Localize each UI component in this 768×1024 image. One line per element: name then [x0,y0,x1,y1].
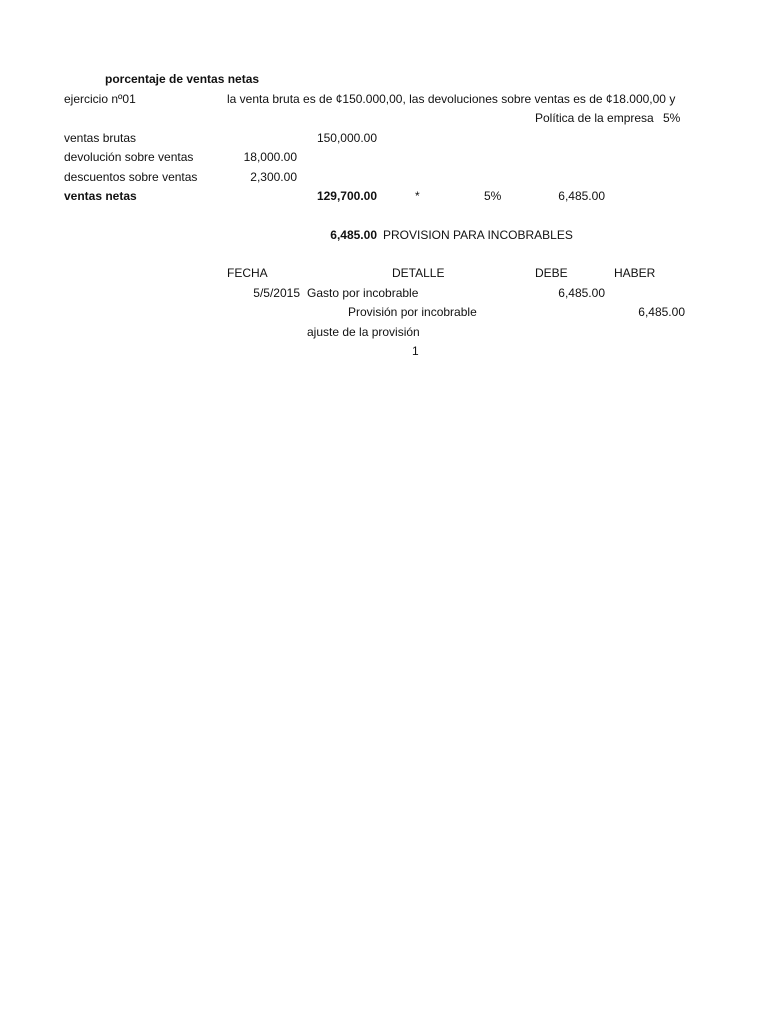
sheet-title: porcentaje de ventas netas [105,72,260,86]
gross-sales-value: 150,000.00 [316,131,377,145]
returns-value: 18,000.00 [243,150,297,164]
multiply-sign: * [415,189,420,203]
exercise-label: ejercicio nº01 [64,92,136,106]
discounts-label: descuentos sobre ventas [64,170,198,184]
policy-label: Política de la empresa [535,111,654,125]
provision-label: PROVISION PARA INCOBRABLES [383,228,573,242]
journal-header-detail: DETALLE [392,266,445,280]
journal-credit-account: Provisión por incobrable [348,305,477,319]
journal-debit-account: Gasto por incobrable [307,286,419,300]
journal-header-debit: DEBE [535,266,568,280]
journal-entry-date: 5/5/2015 [253,286,300,300]
net-sales-label: ventas netas [64,189,137,203]
gross-sales-label: ventas brutas [64,131,137,145]
discounts-value: 2,300.00 [250,170,297,184]
net-sales-result: 6,485.00 [558,189,605,203]
policy-rate: 5% [663,111,681,125]
exercise-description: la venta bruta es de ¢150.000,00, las devoluciones sobre ventas es de ¢18.000,00 y [227,92,676,106]
journal-header-date: FECHA [227,266,268,280]
journal-credit-amount: 6,485.00 [638,305,685,319]
journal-header-credit: HABER [614,266,656,280]
provision-amount: 6,485.00 [330,228,377,242]
journal-debit-amount: 6,485.00 [558,286,605,300]
returns-label: devolución sobre ventas [64,150,194,164]
net-sales-rate: 5% [484,189,502,203]
journal-description: ajuste de la provisión [307,325,420,339]
page-number: 1 [412,344,419,358]
net-sales-value: 129,700.00 [316,189,377,203]
